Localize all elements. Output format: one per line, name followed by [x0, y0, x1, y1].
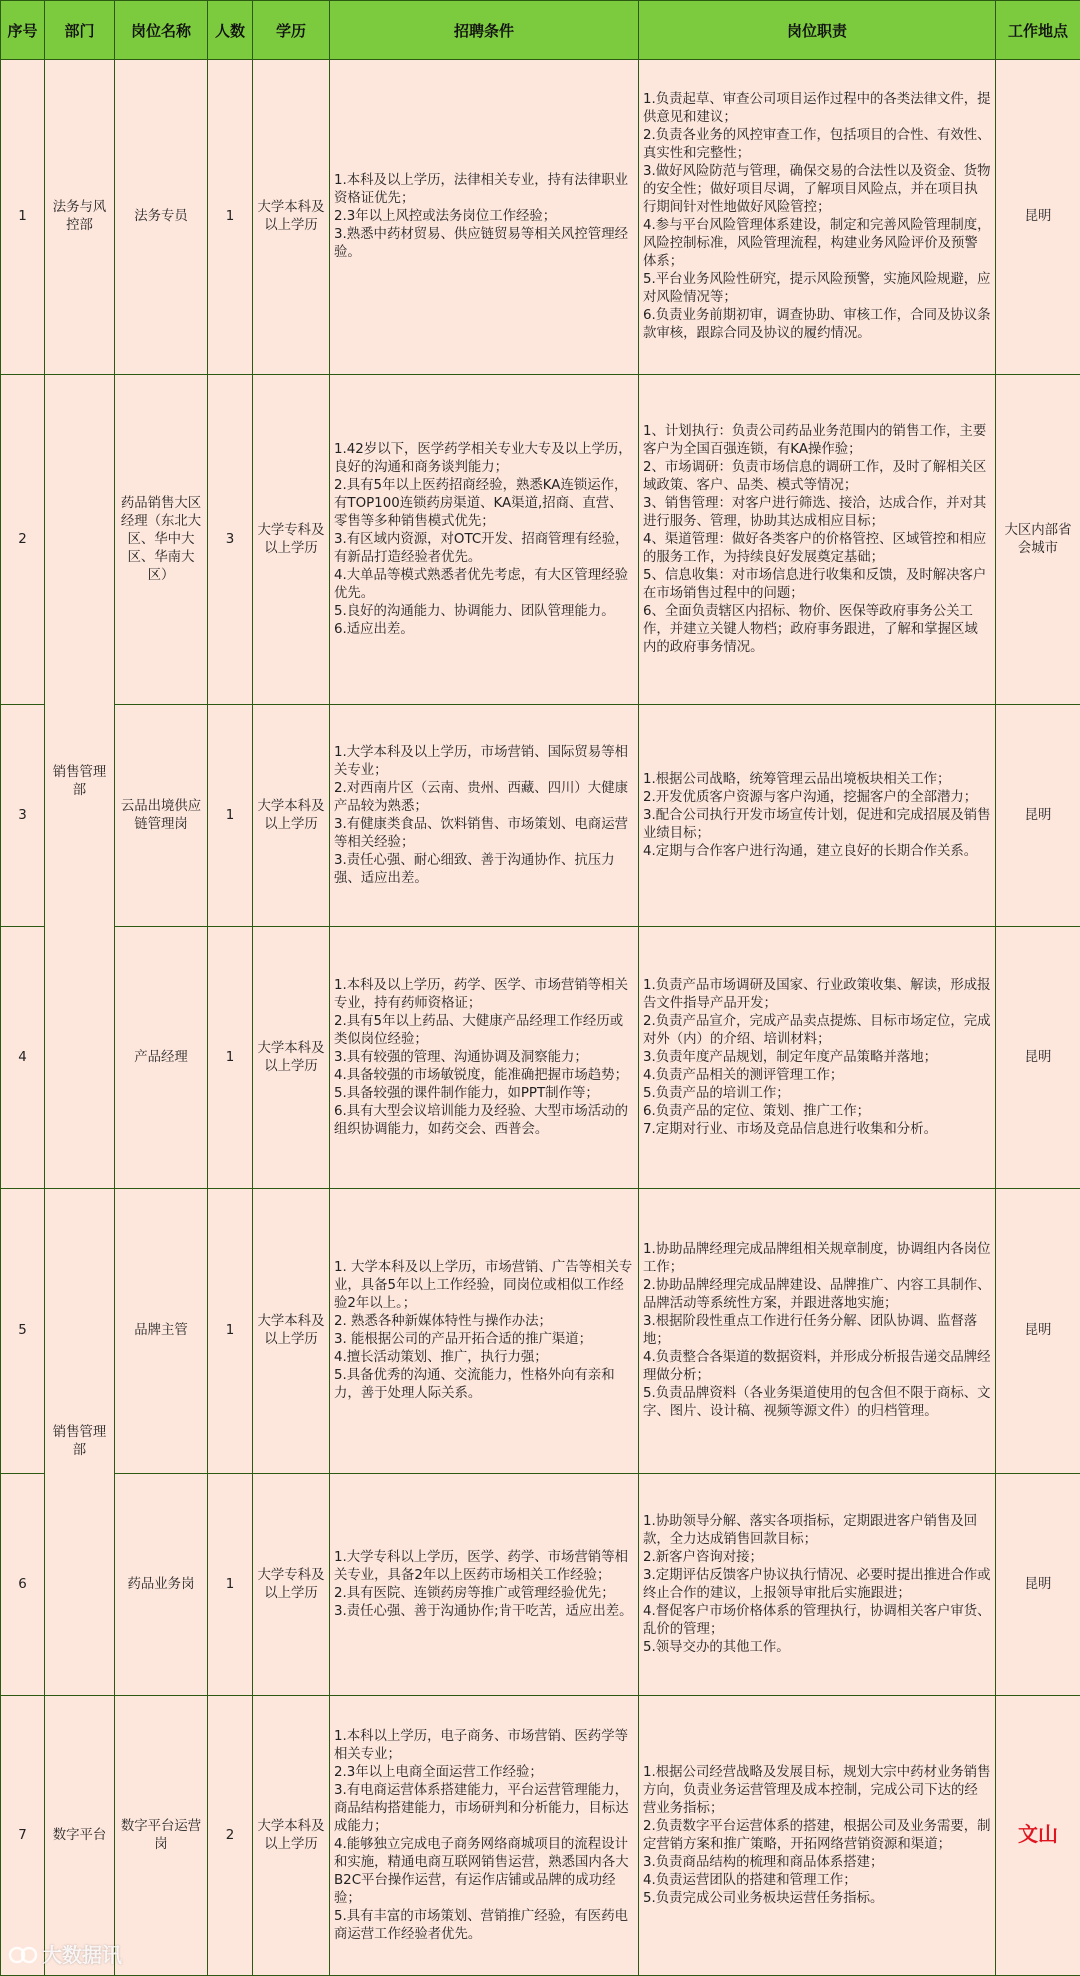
watermark — [8, 1939, 122, 1968]
row-no: 7 — [1, 1696, 45, 1976]
table-row — [1, 375, 1080, 705]
table-row — [1, 705, 1080, 927]
row-duties: 1.根据公司战略，统筹管理云品出境板块相关工作； 2.开发优质客户资源与客户沟通，挖掘客户的全部潜力； 3.配合公司执行开发市场宣传计划，促进和完成招展及销售业绩目标； 4.定期与合作客户进行沟通，建立良好的长期合作关系。 — [639, 705, 996, 927]
row-location: 昆明 — [996, 1474, 1080, 1696]
row-no: 2 — [1, 375, 45, 705]
row-location: 昆明 — [996, 1189, 1080, 1474]
row-title: 数字平台运营岗 — [115, 1696, 208, 1976]
row-duties: 1、计划执行：负责公司药品业务范围内的销售工作，主要客户为全国百强连锁，有KA操作验； 2、市场调研：负责市场信息的调研工作，及时了解相关区域政策、客户、品类、模式等情况； 3、销售管理：对客户进行筛选、接洽，达成合作，并对其进行服务、管理，协助其达成相应目标； 4、渠道管理：做好各类客户的价格管控、区域管控和相应的服务工作，为持续良好发展奠定基础； 5、信息收集：对市场信息进行收集和反馈，及时解决客户在市场销售过程中的问题； 6、全面负责辖区内招标、物价、医保等政府事务公关工作，并建立关键人物档；政府事务跟进，了解和掌握区域内的政府事务情况。 — [639, 375, 996, 705]
row-count: 1 — [208, 1189, 253, 1474]
row-no: 3 — [1, 705, 45, 927]
row-duties: 1.协助领导分解、落实各项指标，定期跟进客户销售及回款，全力达成销售回款目标； 2.新客户咨询对接； 3.定期评估反馈客户协议执行情况、必要时提出推进合作或终止合作的建议，上报领导审批后实施跟进； 4.督促客户市场价格体系的管理执行，协调相关客户审货、乱价的管理； 5.领导交办的其他工作。 — [639, 1474, 996, 1696]
row-count: 1 — [208, 927, 253, 1189]
row-requirements: 1. 大学本科及以上学历，市场营销、广告等相关专业，具备5年以上工作经验，同岗位或相似工作经验2年以上。； 2. 熟悉各种新媒体特性与操作办法； 3. 能根据公司的产品开拓合适的推广渠道； 4.擅长活动策划、推广，执行力强； 5.具备优秀的沟通、交流能力，性格外向有亲和力，善于处理人际关系。 — [330, 1189, 639, 1474]
row-dept: 销售管理部 — [45, 1189, 115, 1696]
row-requirements: 1.本科及以上学历，法律相关专业，持有法律职业资格证优先； 2.3年以上风控或法务岗位工作经验； 3.熟悉中药材贸易、供应链贸易等相关风控管理经验。 — [330, 60, 639, 375]
row-duties: 1.负责起草、审查公司项目运作过程中的各类法律文件，提供意见和建议； 2.负责各业务的风控审查工作，包括项目的合性、有效性、真实性和完整性； 3.做好风险防范与管理，确保交易的合法性以及资金、货物的安全性；做好项目尽调，了解项目风险点，并在项目执行期间针对性地做好风险管控； 4.参与平台风险管理体系建设，制定和完善风险管理制度，风险控制标准，风险管理流程，构建业务风险评价及预警体系； 5.平台业务风险性研究，提示风险预警，实施风险规避，应对风险情况等； 6.负责业务前期初审，调查协助、审核工作，合同及协议条款审核，跟踪合同及协议的履约情况。 — [639, 60, 996, 375]
row-dept: 法务与风控部 — [45, 60, 115, 375]
header-no: 序号 — [1, 1, 45, 60]
row-duties: 1.协助品牌经理完成品牌组相关规章制度，协调组内各岗位工作； 2.协助品牌经理完成品牌建设、品牌推广、内容工具制作、品牌活动等系统性方案，并跟进落地实施； 3.根据阶段性重点工作进行任务分解、团队协调、监督落地； 4.负责整合各渠道的数据资料，并形成分析报告递交品牌经理做分析； 5.负责品牌资料（各业务渠道使用的包含但不限于商标、文字、图片、设计稿、视频等源文件）的归档管理。 — [639, 1189, 996, 1474]
row-location — [996, 1696, 1080, 1976]
row-edu: 大学本科及以上学历 — [253, 1696, 330, 1976]
row-duties: 1.负责产品市场调研及国家、行业政策收集、解读，形成报告文件指导产品开发； 2.负责产品宣介，完成产品卖点提炼、目标市场定位，完成对外（内）的介绍、培训材料； 3.负责年度产品规划，制定年度产品策略并落地； 4.负责产品相关的测评管理工作； 5.负责产品的培训工作； 6.负责产品的定位、策划、推广工作； 7.定期对行业、市场及竞品信息进行收集和分析。 — [639, 927, 996, 1189]
table-row — [1, 1696, 1080, 1976]
header-requirements: 招聘条件 — [330, 1, 639, 60]
row-dept: 销售管理部 — [45, 375, 115, 1189]
row-count: 3 — [208, 375, 253, 705]
location-highlight: 文山 — [1018, 1821, 1058, 1846]
header-edu: 学历 — [253, 1, 330, 60]
row-requirements: 1.大学本科及以上学历，市场营销、国际贸易等相关专业； 2.对西南片区（云南、贵州、西藏、四川）大健康产品较为熟悉； 3.有健康类食品、饮料销售、市场策划、电商运营等相关经验； 3.责任心强、耐心细致、善于沟通协作、抗压力强、适应出差。 — [330, 705, 639, 927]
row-title: 产品经理 — [115, 927, 208, 1189]
row-count: 1 — [208, 705, 253, 927]
row-title: 药品业务岗 — [115, 1474, 208, 1696]
row-requirements: 1.本科及以上学历，药学、医学、市场营销等相关专业，持有药师资格证； 2.具有5年以上药品、大健康产品经理工作经历或类似岗位经验； 3.具有较强的管理、沟通协调及洞察能力； 4.具备较强的市场敏锐度，能准确把握市场趋势； 5.具备较强的课件制作能力，如PPT制作等； 6.具有大型会议培训能力及经验、大型市场活动的组织协调能力，如药交会、西普会。 — [330, 927, 639, 1189]
header-duties: 岗位职责 — [639, 1, 996, 60]
row-no: 4 — [1, 927, 45, 1189]
header-dept: 部门 — [45, 1, 115, 60]
row-location: 昆明 — [996, 60, 1080, 375]
table-row — [1, 1189, 1080, 1474]
header-location: 工作地点 — [996, 1, 1080, 60]
row-no: 6 — [1, 1474, 45, 1696]
row-count: 1 — [208, 1474, 253, 1696]
row-no: 5 — [1, 1189, 45, 1474]
header-row — [1, 1, 1080, 60]
row-requirements: 1.大学专科以上学历，医学、药学、市场营销等相关专业，具备2年以上医药市场相关工作经验； 2.具有医院、连锁药房等推广或管理经验优先； 3.责任心强、善于沟通协作;肯干吃苦，适应出差。 — [330, 1474, 639, 1696]
row-requirements: 1.42岁以下，医学药学相关专业大专及以上学历，良好的沟通和商务谈判能力； 2.具有5年以上医药招商经验，熟悉KA连锁运作，有TOP100连锁药房渠道、KA渠道,招商、直营、零售等多种销售模式优先； 3.有区域内资源，对OTC开发、招商管理有经验，有新品打造经验者优先。 4.大单品等模式熟悉者优先考虑，有大区管理经验优先。 5.良好的沟通能力、协调能力、团队管理能力。 6.适应出差。 — [330, 375, 639, 705]
row-location: 大区内部省会城市 — [996, 375, 1080, 705]
row-duties: 1.根据公司经营战略及发展目标，规划大宗中药材业务销售方向，负责业务运营管理及成本控制，完成公司下达的经营业务指标； 2.负责数字平台运营体系的搭建，根据公司及业务需要，制定营销方案和推广策略，开拓网络营销资源和渠道； 3.负责商品结构的梳理和商品体系搭建； 4.负责运营团队的搭建和管理工作； 5.负责完成公司业务板块运营任务指标。 — [639, 1696, 996, 1976]
row-title: 法务专员 — [115, 60, 208, 375]
row-edu: 大学本科及以上学历 — [253, 705, 330, 927]
row-title: 品牌主管 — [115, 1189, 208, 1474]
row-title: 云品出境供应链管理岗 — [115, 705, 208, 927]
row-title: 药品销售大区经理（东北大区、华中大区、华南大区） — [115, 375, 208, 705]
row-dept: 数字平台 — [45, 1696, 115, 1976]
row-no: 1 — [1, 60, 45, 375]
header-title: 岗位名称 — [115, 1, 208, 60]
table-row — [1, 927, 1080, 1189]
row-edu: 大学专科及以上学历 — [253, 1474, 330, 1696]
watermark-logo-icon — [8, 1943, 38, 1965]
row-edu: 大学本科及以上学历 — [253, 927, 330, 1189]
row-edu: 大学本科及以上学历 — [253, 1189, 330, 1474]
table-row — [1, 1474, 1080, 1696]
row-edu: 大学专科及以上学历 — [253, 375, 330, 705]
row-location: 昆明 — [996, 927, 1080, 1189]
row-count: 2 — [208, 1696, 253, 1976]
header-count: 人数 — [208, 1, 253, 60]
watermark-text: 大数据讯 — [42, 1943, 122, 1967]
row-location: 昆明 — [996, 705, 1080, 927]
table-row — [1, 60, 1080, 375]
row-edu: 大学本科及以上学历 — [253, 60, 330, 375]
row-requirements: 1.本科以上学历，电子商务、市场营销、医药学等相关专业； 2.3年以上电商全面运营工作经验； 3.有电商运营体系搭建能力，平台运营管理能力，商品结构搭建能力，市场研判和分析能力，目标达成能力； 4.能够独立完成电子商务网络商城项目的流程设计和实施，精通电商互联网销售运营，熟悉国内各大B2C平台操作运营，有运作店铺或品牌的成功经验； 5.具有丰富的市场策划、营销推广经验，有医药电商运营工作经验者优先。 — [330, 1696, 639, 1976]
row-count: 1 — [208, 60, 253, 375]
